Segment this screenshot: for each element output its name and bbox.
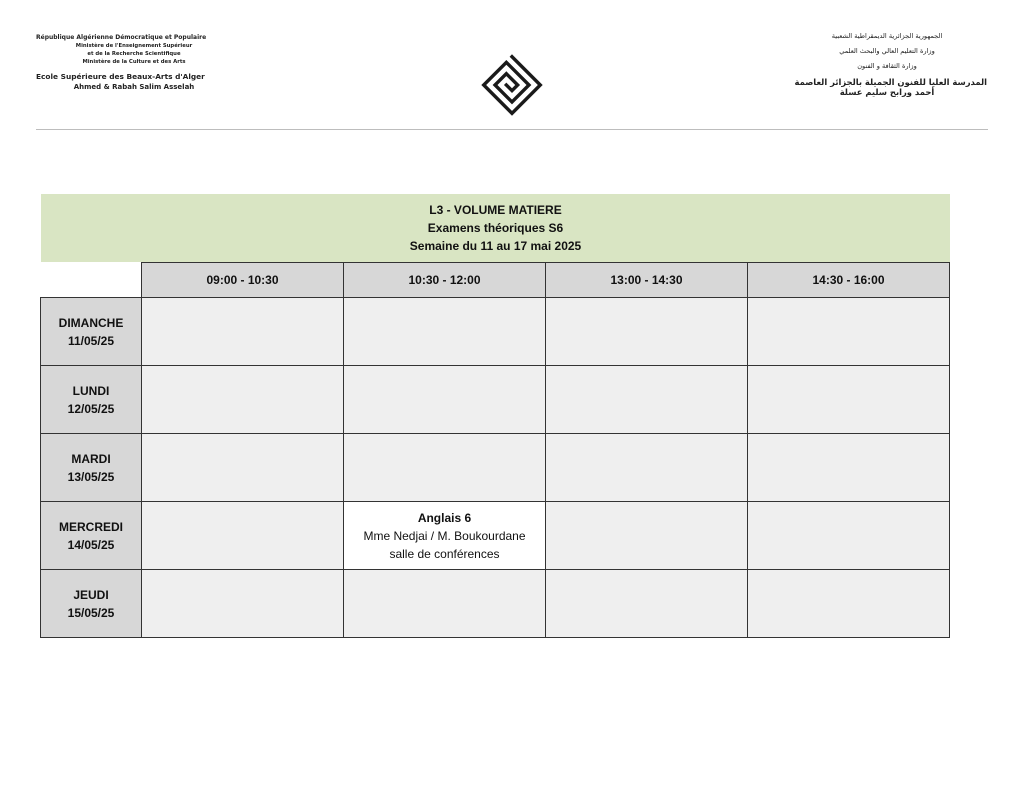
ministry-culture-line-ar: وزارة الثقافة و الفنون [857,62,917,70]
empty-slot-cell [748,570,950,638]
republic-line-ar: الجمهورية الجزائرية الديمقراطية الشعبية [831,32,943,40]
empty-slot-cell [142,502,344,570]
header-right [787,29,987,97]
empty-slot-cell [142,434,344,502]
day-name: MERCREDI [58,519,123,534]
school-name-ar: المدرسة العليا للفنون الجميلة بالجزائر العاصمة [794,77,987,87]
empty-slot-cell [546,298,748,366]
empty-slot-cell [142,366,344,434]
research-line: et de la Recherche Scientifique [87,51,181,57]
day-date: 15/05/25 [67,605,115,620]
corner-cell [41,263,142,298]
day-cell [41,434,142,502]
time-slot-header-row [41,263,950,298]
header-left [36,33,232,92]
day-row [41,502,950,570]
schedule-subtitle: Examens théoriques S6 [427,221,564,235]
republic-line: République Algérienne Démocratique et Populaire [36,34,207,41]
empty-slot-cell [546,366,748,434]
day-cell [41,298,142,366]
empty-slot-cell [546,434,748,502]
header-divider [36,129,988,130]
ministry-higher-education-line: Ministère de l'Enseignement Supérieur [75,43,193,49]
empty-slot-cell [344,298,546,366]
day-name: MARDI [71,451,111,466]
empty-slot-cell [546,570,748,638]
ministry-culture-line: Ministère de la Culture et des Arts [82,59,186,65]
day-name: JEUDI [73,587,109,602]
empty-slot-cell [748,366,950,434]
day-date: 13/05/25 [67,469,115,484]
ministry-higher-education-line-ar: وزارة التعليم العالي والبحث العلمي [839,47,935,55]
day-date: 14/05/25 [67,537,115,552]
schedule-banner [41,194,950,262]
school-founders: Ahmed & Rabah Salim Asselah [73,83,195,91]
empty-slot-cell [344,570,546,638]
exam-teachers: Mme Nedjai / M. Boukourdane [363,528,526,543]
empty-slot-cell [142,570,344,638]
day-name: LUNDI [72,383,110,398]
day-row [41,570,950,638]
school-name: Ecole Supérieure des Beaux-Arts d'Alger [36,72,205,81]
day-name: DIMANCHE [58,315,124,330]
empty-slot-cell [748,434,950,502]
day-date: 12/05/25 [67,401,115,416]
time-slot-header: 09:00 - 10:30 [142,263,344,298]
empty-slot-cell [546,502,748,570]
exam-cell [344,502,546,570]
day-cell [41,366,142,434]
day-row [41,366,950,434]
exam-schedule-table [40,262,950,638]
time-slot-header: 10:30 - 12:00 [344,263,546,298]
empty-slot-cell [748,502,950,570]
empty-slot-cell [344,366,546,434]
school-founders-ar: أحمد ورابح سليم عسلة [839,87,935,97]
time-slot-header: 13:00 - 14:30 [546,263,748,298]
time-slot-header: 14:30 - 16:00 [748,263,950,298]
day-cell [41,570,142,638]
empty-slot-cell [748,298,950,366]
exam-room: salle de conférences [389,546,500,561]
empty-slot-cell [344,434,546,502]
schedule-title: L3 - VOLUME MATIERE [429,203,562,217]
day-cell [41,502,142,570]
exam-course: Anglais 6 [417,510,472,525]
day-row [41,298,950,366]
day-date: 11/05/25 [67,333,115,348]
schedule-week: Semaine du 11 au 17 mai 2025 [409,239,582,253]
empty-slot-cell [142,298,344,366]
day-row [41,434,950,502]
school-logo [480,53,544,117]
